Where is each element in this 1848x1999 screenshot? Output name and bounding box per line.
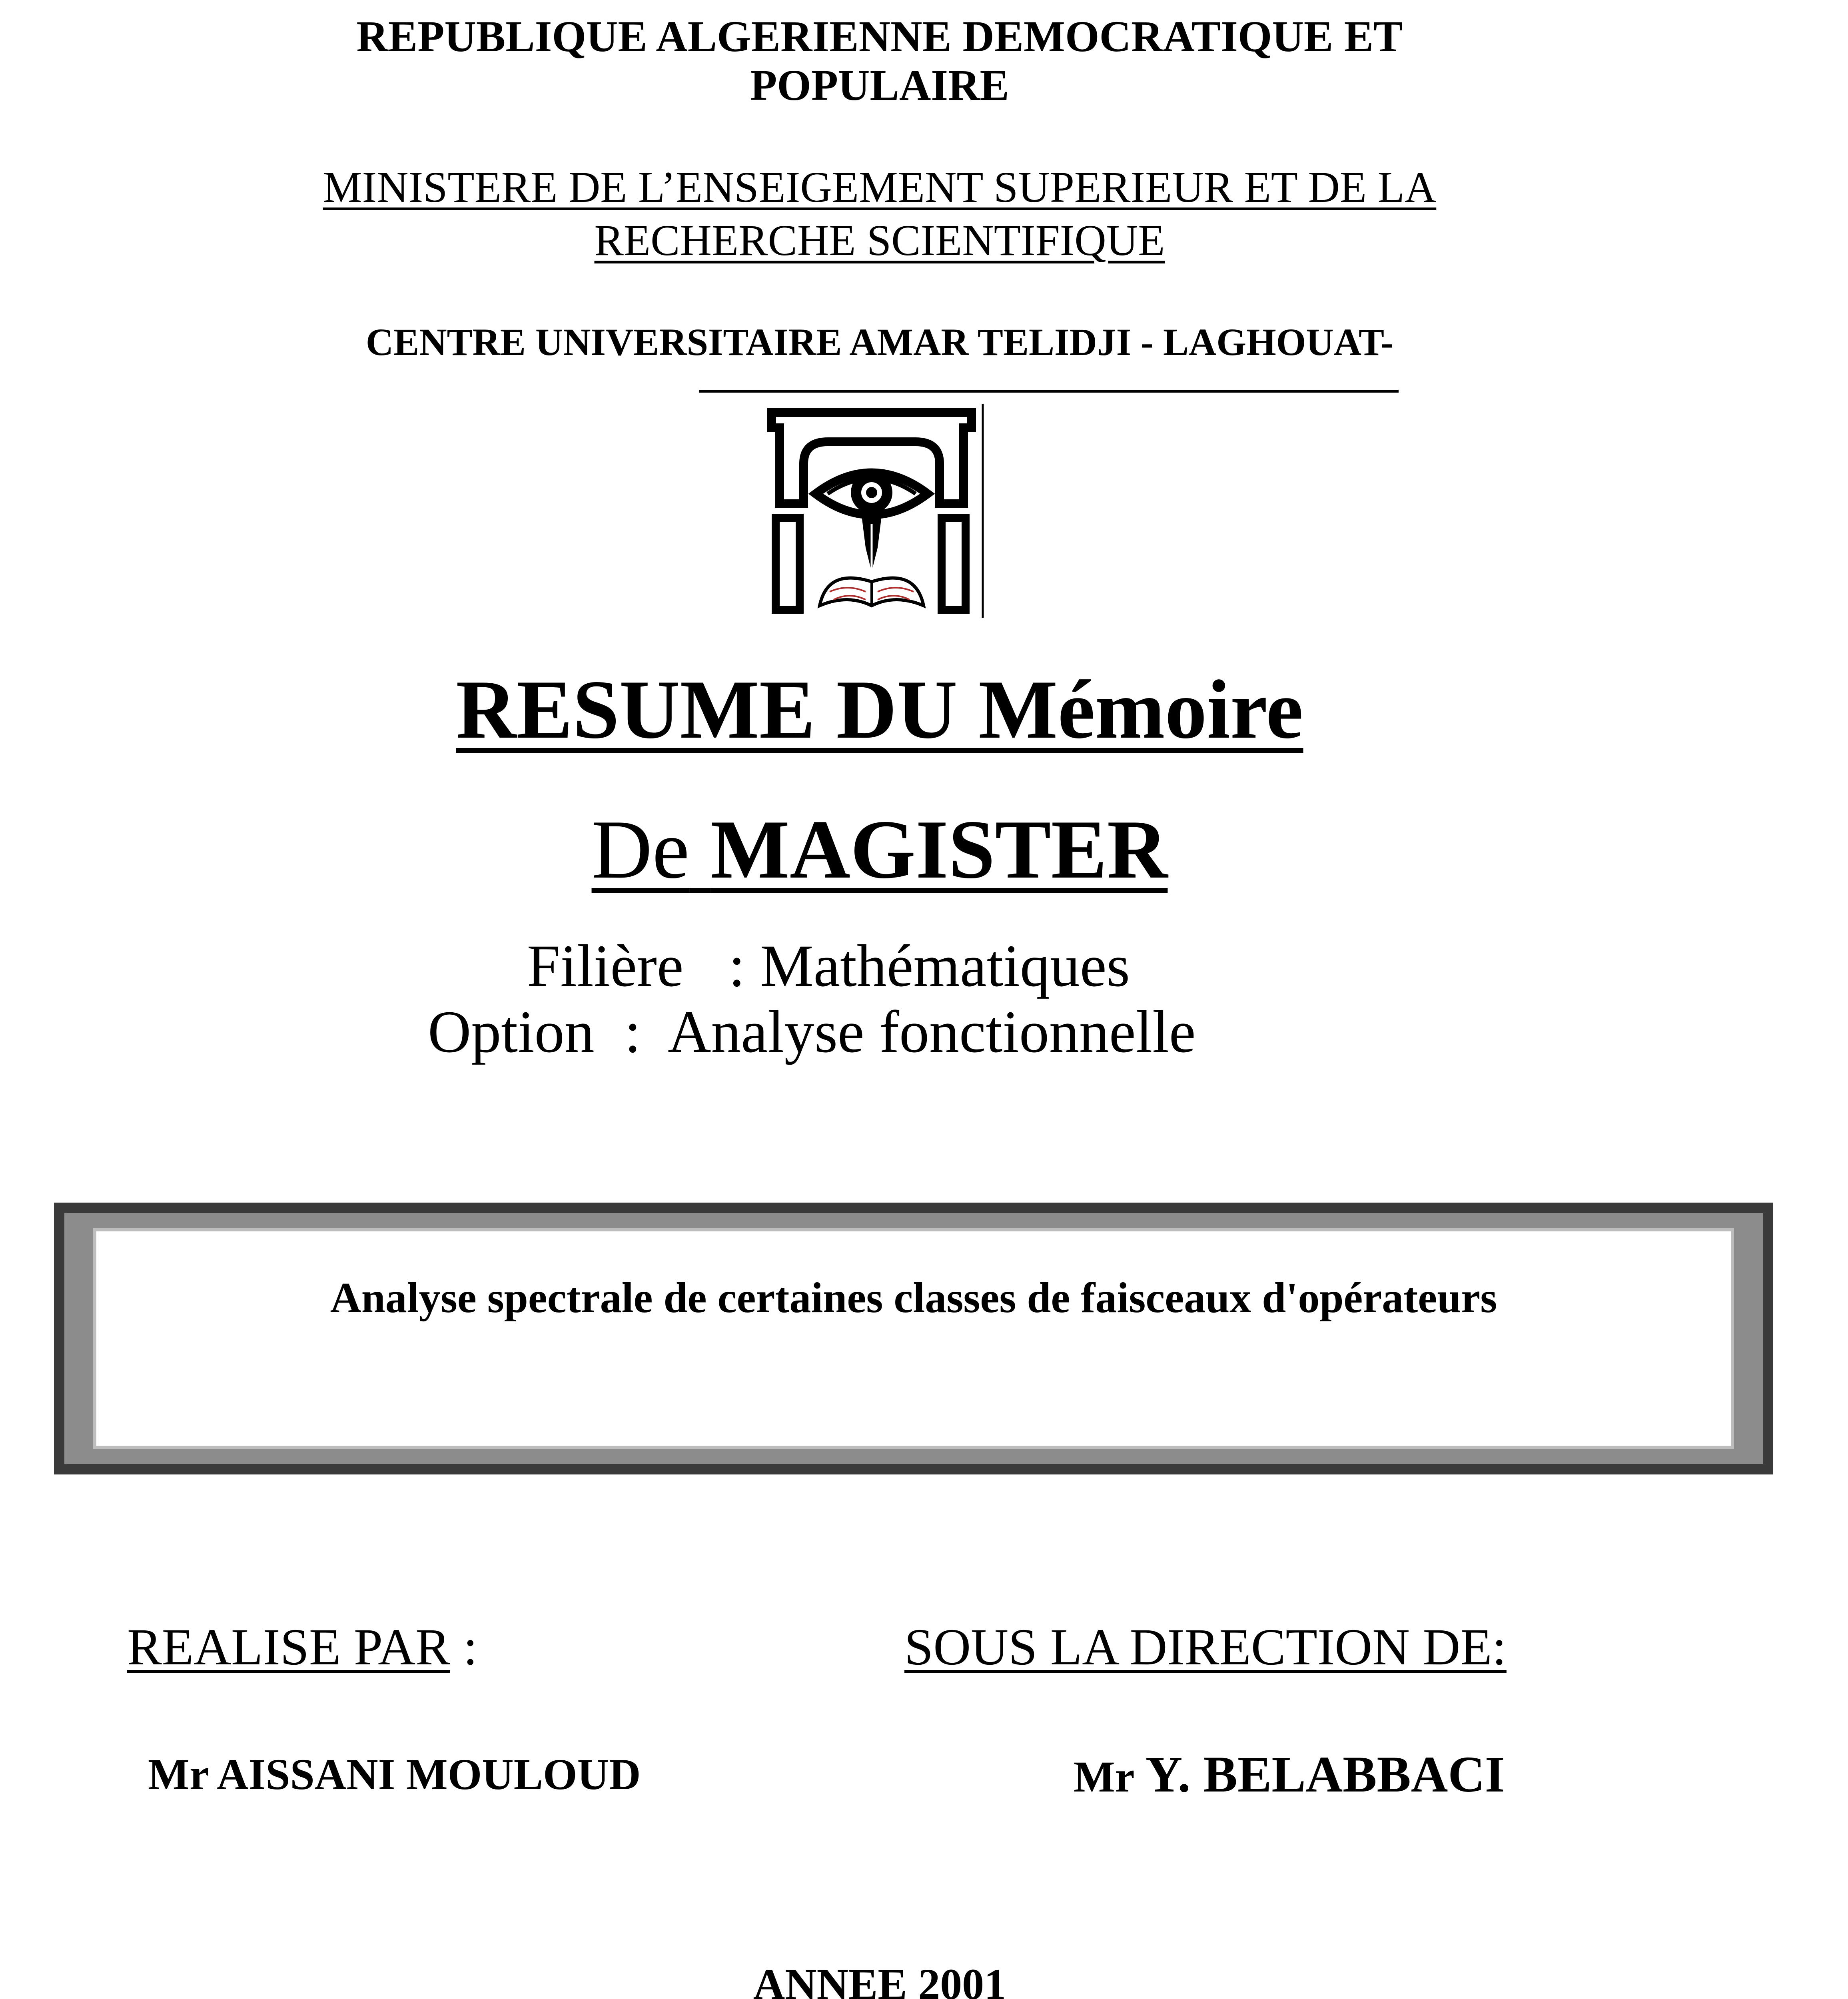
university-centre-name: CENTRE UNIVERSITAIRE AMAR TELIDJI - LAGHOUAT- [365, 321, 1394, 363]
document-title-line1 [0, 662, 1759, 758]
year-label [0, 1959, 1759, 1999]
university-emblem-icon [764, 404, 988, 620]
program-option: Option : Analyse fonctionnelle [428, 999, 1196, 1065]
program-filiere: Filière : Mathématiques [527, 933, 1130, 999]
republic-title-line2: POPULAIRE [750, 61, 1009, 110]
ministry-line1-text: MINISTERE DE L’ENSEIGEMENT SUPERIEUR ET DE LA [323, 163, 1437, 211]
author-name: Mr AISSANI MOULOUD [148, 1750, 641, 1799]
subject-box [93, 1228, 1734, 1449]
ministry-line2-text: RECHERCHE SCIENTIFIQUE [594, 216, 1165, 265]
realise-par-text: REALISE PAR [127, 1618, 450, 1676]
subject-frame [54, 1203, 1773, 1474]
document-title-line1-text: RESUME DU Mémoire [456, 663, 1303, 756]
title-de: De [591, 803, 690, 896]
republic-title-line1: REPUBLIQUE ALGERIENNE DEMOCRATIQUE ET [356, 12, 1403, 61]
ministry-line1 [0, 162, 1759, 213]
direction-text: SOUS LA DIRECTION DE: [904, 1618, 1507, 1676]
supervisor-name-text: Y. BELABBACI [1134, 1746, 1505, 1803]
direction-label [904, 1617, 1507, 1677]
supervisor-name [1074, 1745, 1505, 1804]
header-divider [699, 390, 1399, 393]
realise-par-colon: : [450, 1618, 478, 1676]
document-title-line2-text [592, 803, 1168, 896]
ministry-line2 [0, 215, 1759, 266]
supervisor-prefix: Mr [1074, 1752, 1135, 1801]
document-title-line2 [0, 802, 1759, 898]
realise-par-label [127, 1617, 478, 1677]
title-magister: MAGISTER [710, 803, 1168, 896]
thesis-subject-title: Analyse spectrale de certaines classes de faisceaux d'opérateurs [330, 1274, 1497, 1322]
year-text: ANNEE 2001 [753, 1960, 1006, 1999]
